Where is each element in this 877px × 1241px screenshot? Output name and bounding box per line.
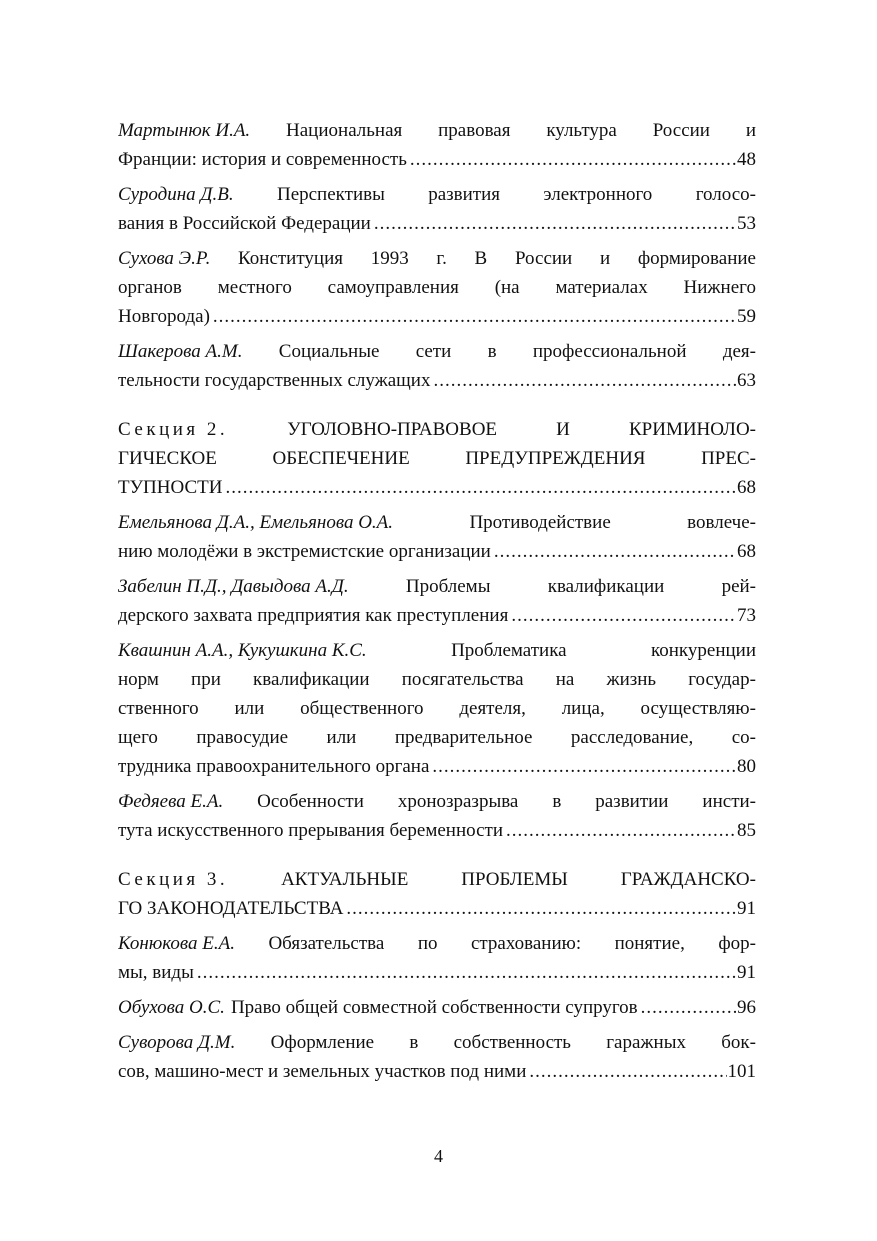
toc-word: гаражных xyxy=(606,1032,686,1053)
toc-word: Проблематика xyxy=(451,640,567,661)
toc-section-heading[interactable] xyxy=(118,415,756,502)
toc-page-number: 73 xyxy=(737,605,756,626)
dot-leader xyxy=(213,302,736,331)
toc-word: В xyxy=(474,248,488,269)
dot-leader xyxy=(511,601,736,630)
toc-author: Шакерова А.М. xyxy=(118,341,243,362)
toc-word: конкуренции xyxy=(650,640,756,661)
toc-line xyxy=(118,865,756,894)
toc-word: фор- xyxy=(718,933,756,954)
toc-word: лица, xyxy=(561,698,605,719)
toc-word: хронозразрыва xyxy=(397,791,519,812)
toc-word: России xyxy=(514,248,573,269)
toc-page-number: 96 xyxy=(737,997,756,1018)
toc-word: Национальная xyxy=(286,120,403,141)
toc-title-end: сов, машино-мест и земельных участков под ними xyxy=(118,1061,527,1082)
toc-word: УГОЛОВНО-ПРАВОВОЕ xyxy=(287,419,498,440)
toc-title-end: нию молодёжи в экстремистские организации xyxy=(118,541,491,562)
toc-line xyxy=(118,145,756,174)
toc-page-number: 101 xyxy=(727,1061,756,1082)
toc-word: голосо- xyxy=(695,184,756,205)
toc-line xyxy=(118,302,756,331)
toc-word: электронного xyxy=(543,184,653,205)
toc-page-number: 91 xyxy=(737,898,756,919)
toc-entry[interactable] xyxy=(118,337,756,395)
toc-line xyxy=(118,636,756,665)
toc-page-number: 53 xyxy=(737,213,756,234)
toc-word: щего xyxy=(118,727,158,748)
toc-word: материалах xyxy=(555,277,648,298)
toc-word: Конституция xyxy=(238,248,343,269)
toc-word: со- xyxy=(731,727,756,748)
toc-page-number: 85 xyxy=(737,820,756,841)
toc-word: дея- xyxy=(722,341,756,362)
toc-page-number: 80 xyxy=(737,756,756,777)
toc-author: Забелин П.Д., Давыдова А.Д. xyxy=(118,576,349,597)
toc-line xyxy=(118,723,756,752)
toc-word: и xyxy=(599,248,611,269)
toc-word: на xyxy=(555,669,575,690)
dot-leader xyxy=(494,537,736,566)
toc-line xyxy=(118,1028,756,1057)
dot-leader xyxy=(432,752,736,781)
toc-word: Социальные xyxy=(278,341,380,362)
toc-word: рей- xyxy=(721,576,756,597)
toc-word: ОБЕСПЕЧЕНИЕ xyxy=(272,448,410,469)
toc-word: в xyxy=(409,1032,419,1053)
toc-line xyxy=(118,752,756,781)
toc-word: понятие, xyxy=(614,933,685,954)
toc-word: профессиональной xyxy=(532,341,687,362)
toc-line xyxy=(118,665,756,694)
toc-line xyxy=(118,787,756,816)
toc-line xyxy=(118,116,756,145)
toc-line xyxy=(118,366,756,395)
toc-entry[interactable] xyxy=(118,787,756,845)
toc-word: расследование, xyxy=(570,727,694,748)
toc-page-number: 68 xyxy=(737,477,756,498)
toc-word: ПРОБЛЕМЫ xyxy=(461,869,568,890)
toc-author: Федяева Е.А. xyxy=(118,791,224,812)
toc-entry[interactable] xyxy=(118,636,756,781)
toc-entry[interactable] xyxy=(118,244,756,331)
dot-leader xyxy=(374,209,736,238)
toc-word: инсти- xyxy=(702,791,756,812)
toc-word: общественного xyxy=(300,698,424,719)
toc-title-end: вания в Российской Федерации xyxy=(118,213,371,234)
toc-line xyxy=(118,444,756,473)
toc-title-end: Право общей совместной собственности супругов xyxy=(230,997,638,1018)
toc-author: Конюкова Е.А. xyxy=(118,933,235,954)
toc-line xyxy=(118,929,756,958)
toc-author: Мартынюк И.А. xyxy=(118,120,251,141)
toc-page-number: 91 xyxy=(737,962,756,983)
toc-word: вовлече- xyxy=(687,512,756,533)
toc-word: АКТУАЛЬНЫЕ xyxy=(281,869,409,890)
toc-word: (на xyxy=(494,277,520,298)
toc-line xyxy=(118,273,756,302)
toc-title-end: дерского захвата предприятия как преступления xyxy=(118,605,509,626)
toc-word: или xyxy=(234,698,265,719)
toc-word: правосудие xyxy=(196,727,289,748)
toc-line xyxy=(118,209,756,238)
dot-leader xyxy=(197,958,736,987)
toc-word: г. xyxy=(436,248,447,269)
toc-title-end: тута искусственного прерывания беременности xyxy=(118,820,504,841)
toc-entry[interactable] xyxy=(118,180,756,238)
toc-word: норм xyxy=(118,669,159,690)
toc-word: осуществляю- xyxy=(640,698,756,719)
toc-word: развитии xyxy=(595,791,669,812)
toc-page-number: 59 xyxy=(737,306,756,327)
toc-entry[interactable] xyxy=(118,116,756,174)
toc-line xyxy=(118,537,756,566)
toc-word: Проблемы xyxy=(405,576,491,597)
toc-entry[interactable] xyxy=(118,929,756,987)
toc-author: Обухова О.С. xyxy=(118,997,225,1018)
toc-word: Нижнего xyxy=(683,277,756,298)
toc-entry[interactable] xyxy=(118,993,756,1022)
toc-word: сети xyxy=(415,341,452,362)
toc-line xyxy=(118,337,756,366)
toc-word: органов xyxy=(118,277,182,298)
toc-line xyxy=(118,572,756,601)
toc-word: собственность xyxy=(453,1032,571,1053)
toc-word: самоуправления xyxy=(327,277,459,298)
toc-word: по xyxy=(417,933,438,954)
toc-line xyxy=(118,993,756,1022)
toc-word: ГРАЖДАНСКО- xyxy=(620,869,756,890)
toc-entry[interactable] xyxy=(118,1028,756,1086)
toc-title-end: Новгорода) xyxy=(118,306,210,327)
toc-word: жизнь xyxy=(606,669,657,690)
toc-entry[interactable] xyxy=(118,572,756,630)
dot-leader xyxy=(433,366,736,395)
toc-word: посягательства xyxy=(401,669,524,690)
toc-word: и xyxy=(745,120,756,141)
toc-line xyxy=(118,958,756,987)
toc-line xyxy=(118,601,756,630)
toc-line xyxy=(118,415,756,444)
toc-word: ПРЕДУПРЕЖДЕНИЯ xyxy=(465,448,646,469)
toc-word: государ- xyxy=(688,669,756,690)
toc-word: или xyxy=(326,727,357,748)
toc-line xyxy=(118,694,756,723)
dot-leader xyxy=(506,816,736,845)
toc-word: КРИМИНОЛО- xyxy=(628,419,756,440)
toc-word: Обязательства xyxy=(268,933,385,954)
toc-word: в xyxy=(552,791,562,812)
toc-word: И xyxy=(556,419,570,440)
toc-page-number: 68 xyxy=(737,541,756,562)
toc-page-number: 48 xyxy=(737,149,756,170)
toc-title-end: мы, виды xyxy=(118,962,194,983)
toc-word: Противодействие xyxy=(469,512,611,533)
toc-word: Перспективы xyxy=(276,184,385,205)
toc-title-end: ТУПНОСТИ xyxy=(118,477,223,498)
toc-entry[interactable] xyxy=(118,508,756,566)
toc-word: страхованию: xyxy=(470,933,582,954)
toc-word: ГИЧЕСКОЕ xyxy=(118,448,217,469)
dot-leader xyxy=(410,145,736,174)
toc-page-number: 63 xyxy=(737,370,756,391)
toc-line xyxy=(118,1057,756,1086)
toc-word: предварительное xyxy=(394,727,533,748)
toc-word: ственного xyxy=(118,698,199,719)
toc-author: Квашнин А.А., Кукушкина К.С. xyxy=(118,640,367,661)
toc-title-end: тельности государственных служащих xyxy=(118,370,431,391)
toc-word: правовая xyxy=(438,120,511,141)
toc-section-heading[interactable] xyxy=(118,865,756,923)
toc-word: формирование xyxy=(637,248,756,269)
toc-word: в xyxy=(487,341,497,362)
dot-leader xyxy=(346,894,736,923)
toc-author: Суродина Д.В. xyxy=(118,184,234,205)
toc-word: 1993 xyxy=(370,248,409,269)
toc-line xyxy=(118,244,756,273)
toc-word: местного xyxy=(217,277,292,298)
section-prefix: Секция 3. xyxy=(118,869,229,890)
toc-word: России xyxy=(652,120,710,141)
toc-title-end: Франции: история и современность xyxy=(118,149,407,170)
toc-line xyxy=(118,816,756,845)
dot-leader xyxy=(225,473,736,502)
toc-word: ПРЕС- xyxy=(701,448,756,469)
toc-word: квалификации xyxy=(253,669,370,690)
toc-author: Сухова Э.Р. xyxy=(118,248,211,269)
toc-word: при xyxy=(191,669,221,690)
toc-word: культура xyxy=(546,120,617,141)
toc-word: деятеля, xyxy=(459,698,526,719)
toc-line xyxy=(118,180,756,209)
toc-author: Суворова Д.М. xyxy=(118,1032,236,1053)
toc-word: Оформление xyxy=(270,1032,375,1053)
toc-word: квалификации xyxy=(547,576,665,597)
toc-word: бок- xyxy=(721,1032,756,1053)
toc-word: Особенности xyxy=(257,791,364,812)
toc-title-end: трудника правоохранительного органа xyxy=(118,756,430,777)
dot-leader xyxy=(529,1057,726,1086)
toc-title-end: ГО ЗАКОНОДАТЕЛЬСТВА xyxy=(118,898,344,919)
table-of-contents xyxy=(118,116,756,1092)
toc-word: развития xyxy=(428,184,501,205)
toc-line xyxy=(118,894,756,923)
page-footer-number: 4 xyxy=(434,1146,443,1166)
section-prefix: Секция 2. xyxy=(118,419,229,440)
toc-line xyxy=(118,473,756,502)
toc-line xyxy=(118,508,756,537)
toc-author: Емельянова Д.А., Емельянова О.А. xyxy=(118,512,394,533)
dot-leader xyxy=(641,993,736,1022)
